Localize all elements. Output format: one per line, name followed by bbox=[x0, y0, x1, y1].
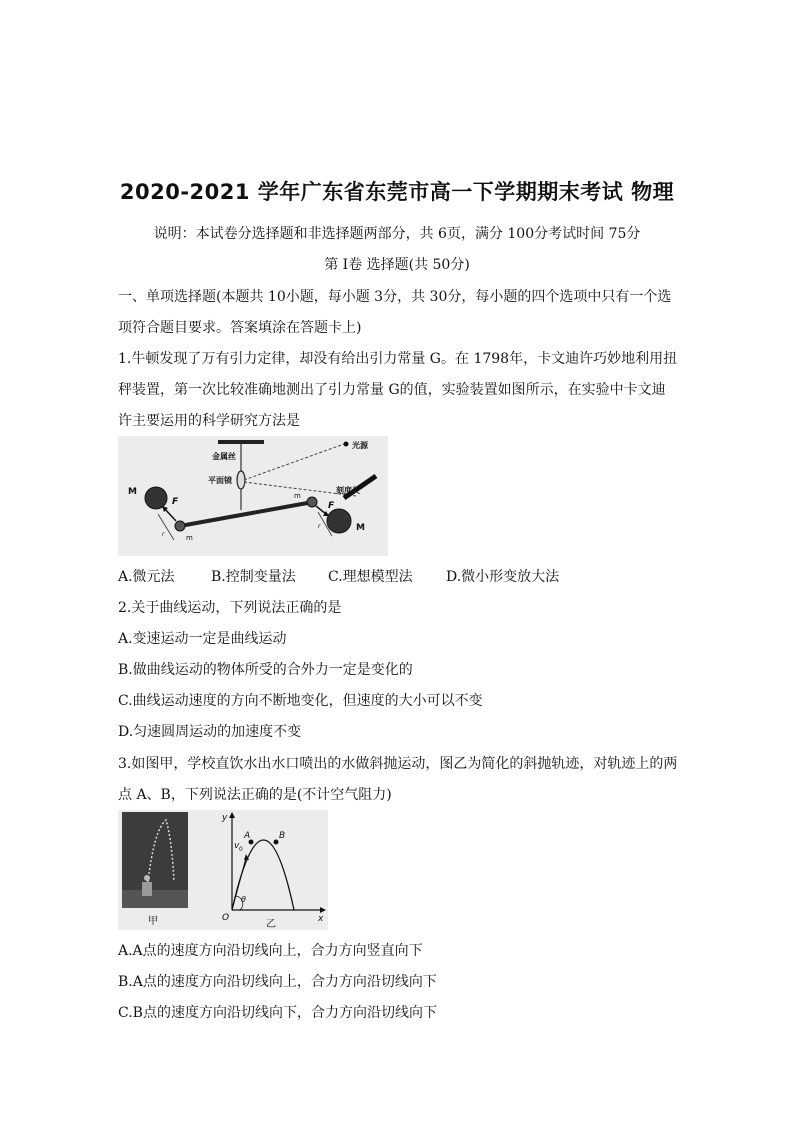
q1-option-b: B.控制变量法 bbox=[211, 569, 296, 585]
small-mass-right bbox=[307, 497, 317, 507]
large-mass-left bbox=[145, 487, 167, 509]
label-F-right: F bbox=[328, 501, 335, 511]
fountain-spout bbox=[142, 882, 152, 896]
label-yi: 乙 bbox=[266, 919, 276, 930]
projectile-figure bbox=[118, 810, 328, 930]
q2-option-c: C.曲线运动速度的方向不断地变化，但速度的大小可以不变 bbox=[118, 693, 483, 709]
q1-stem-line1: 1.牛顿发现了万有引力定律，却没有给出引力常量 G。在 1798年，卡文迪许巧妙地利用扭 bbox=[118, 351, 678, 367]
q2-option-b: B.做曲线运动的物体所受的合外力一定是变化的 bbox=[118, 662, 413, 678]
q3-option-c: C.B点的速度方向沿切线向下，合力方向沿切线向下 bbox=[118, 1005, 437, 1021]
label-v0: v bbox=[234, 841, 240, 851]
q1-option-c: C.理想模型法 bbox=[328, 569, 413, 585]
label-v0-subscript: 0 bbox=[239, 846, 243, 853]
label-M-right: M bbox=[356, 523, 365, 533]
label-m-right: m bbox=[294, 492, 301, 500]
label-y-axis: y bbox=[222, 813, 228, 823]
q3-option-a: A.A点的速度方向沿切线向上，合力方向竖直向下 bbox=[118, 943, 423, 959]
label-F-left: F bbox=[172, 497, 179, 507]
small-mass-left bbox=[175, 521, 185, 531]
torsion-balance-diagram bbox=[118, 436, 388, 556]
label-r-right: r bbox=[318, 523, 321, 530]
label-light: 光源 bbox=[352, 441, 368, 450]
section-instructions-line1: 一、单项选择题(本题共 10小题，每小题 3分，共 30分，每小题的四个选项中只有一个选 bbox=[118, 289, 672, 305]
label-r-left: r bbox=[162, 531, 165, 538]
q1-option-d: D.微小形变放大法 bbox=[446, 569, 560, 585]
label-origin: O bbox=[222, 913, 230, 923]
large-mass-right bbox=[327, 509, 351, 533]
label-m-left: m bbox=[186, 534, 193, 542]
label-theta: θ bbox=[241, 895, 246, 904]
page-title: 2020-2021 学年广东省东莞市高一下学期期末考试 物理 bbox=[119, 180, 675, 204]
label-scale: 刻度尺 bbox=[336, 486, 360, 495]
label-point-b: B bbox=[279, 831, 286, 841]
point-b bbox=[274, 840, 279, 845]
q2-option-a: A.变速运动一定是曲线运动 bbox=[118, 631, 287, 647]
projectile-diagram bbox=[118, 810, 328, 930]
label-jia: 甲 bbox=[148, 916, 158, 927]
q3-option-b: B.A点的速度方向沿切线向上，合力方向沿切线向下 bbox=[118, 974, 437, 990]
q3-stem-line1: 3.如图甲，学校直饮水出水口喷出的水做斜抛运动，图乙为简化的斜抛轨迹，对轨迹上的两 bbox=[118, 756, 678, 772]
label-mirror: 平面镜 bbox=[208, 476, 232, 485]
label-point-a: A bbox=[244, 831, 251, 841]
q1-stem-line3: 许主要运用的科学研究方法是 bbox=[118, 413, 300, 429]
light-source bbox=[344, 442, 349, 447]
section-instructions-line2: 项符合题目要求。答案填涂在答题卡上) bbox=[118, 320, 362, 336]
torsion-balance-figure bbox=[118, 436, 388, 556]
part-heading: 第 I卷 选择题(共 50分) bbox=[324, 257, 470, 273]
q2-stem: 2.关于曲线运动，下列说法正确的是 bbox=[118, 600, 342, 616]
q1-stem-line2: 秤装置，第一次比较准确地测出了引力常量 G的值，实验装置如图所示，在实验中卡文迪 bbox=[118, 382, 666, 398]
q2-option-d: D.匀速圆周运动的加速度不变 bbox=[118, 724, 302, 740]
plane-mirror bbox=[237, 471, 245, 489]
ceiling-bar bbox=[218, 440, 264, 444]
q3-stem-line2: 点 A、B，下列说法正确的是(不计空气阻力) bbox=[118, 787, 392, 803]
exam-note: 说明：本试卷分选择题和非选择题两部分，共 6页，满分 100分考试时间 75分 bbox=[153, 226, 641, 242]
q1-option-a: A.微元法 bbox=[118, 569, 175, 585]
label-x-axis: x bbox=[318, 914, 324, 924]
label-wire: 金属丝 bbox=[212, 452, 236, 461]
label-M-left: M bbox=[128, 487, 137, 497]
